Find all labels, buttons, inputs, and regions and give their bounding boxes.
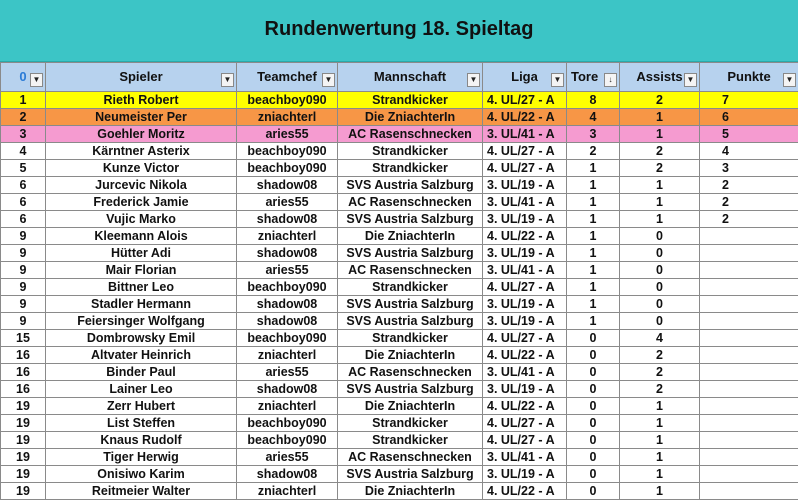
tore-cell: 1	[567, 160, 620, 177]
punkte-cell: 5	[700, 126, 798, 143]
player-cell: Knaus Rudolf	[46, 432, 237, 449]
player-cell: Rieth Robert	[46, 92, 237, 109]
punkte-cell: 2	[700, 194, 798, 211]
teamchef-cell: aries55	[237, 449, 338, 466]
column-header-mannschaft[interactable]: Mannschaft ▼	[338, 63, 483, 92]
mannschaft-cell: Die ZniachterIn	[338, 398, 483, 415]
teamchef-cell: shadow08	[237, 381, 338, 398]
table-row[interactable]	[1, 381, 798, 398]
assists-cell: 1	[620, 483, 700, 500]
player-cell: Reitmeier Walter	[46, 483, 237, 500]
punkte-cell	[700, 245, 798, 262]
player-cell: Feiersinger Wolfgang	[46, 313, 237, 330]
punkte-cell: 6	[700, 109, 798, 126]
liga-cell: 4. UL/22 - A	[483, 109, 567, 126]
table-row[interactable]	[1, 262, 798, 279]
tore-cell: 3	[567, 126, 620, 143]
column-header-tore[interactable]: Tore ↓	[567, 63, 620, 92]
assists-cell: 2	[620, 381, 700, 398]
table-row[interactable]	[1, 466, 798, 483]
player-cell: Jurcevic Nikola	[46, 177, 237, 194]
punkte-cell: 3	[700, 160, 798, 177]
liga-cell: 4. UL/27 - A	[483, 160, 567, 177]
rank-cell: 9	[1, 296, 46, 313]
rank-cell: 19	[1, 432, 46, 449]
liga-cell: 3. UL/19 - A	[483, 245, 567, 262]
column-header-rank[interactable]: 0 ▼	[1, 63, 46, 92]
player-cell: List Steffen	[46, 415, 237, 432]
mannschaft-cell: SVS Austria Salzburg	[338, 466, 483, 483]
rank-cell: 9	[1, 245, 46, 262]
assists-cell: 1	[620, 398, 700, 415]
mannschaft-cell: SVS Austria Salzburg	[338, 381, 483, 398]
liga-cell: 3. UL/19 - A	[483, 177, 567, 194]
assists-cell: 2	[620, 347, 700, 364]
teamchef-cell: beachboy090	[237, 143, 338, 160]
table-row[interactable]	[1, 126, 798, 143]
table-row[interactable]	[1, 347, 798, 364]
liga-cell: 4. UL/22 - A	[483, 398, 567, 415]
mannschaft-cell: Strandkicker	[338, 330, 483, 347]
teamchef-cell: shadow08	[237, 466, 338, 483]
liga-cell: 3. UL/19 - A	[483, 296, 567, 313]
liga-cell: 4. UL/27 - A	[483, 279, 567, 296]
player-cell: Goehler Moritz	[46, 126, 237, 143]
punkte-cell	[700, 364, 798, 381]
assists-cell: 0	[620, 245, 700, 262]
rank-cell: 5	[1, 160, 46, 177]
mannschaft-cell: SVS Austria Salzburg	[338, 245, 483, 262]
tore-cell: 8	[567, 92, 620, 109]
teamchef-cell: aries55	[237, 262, 338, 279]
liga-cell: 4. UL/22 - A	[483, 347, 567, 364]
rank-cell: 1	[1, 92, 46, 109]
punkte-cell	[700, 415, 798, 432]
punkte-cell	[700, 347, 798, 364]
punkte-cell: 2	[700, 211, 798, 228]
filter-dropdown-icon[interactable]: ▼	[551, 73, 564, 87]
liga-cell: 3. UL/41 - A	[483, 194, 567, 211]
mannschaft-cell: SVS Austria Salzburg	[338, 296, 483, 313]
assists-cell: 1	[620, 449, 700, 466]
column-header-punkte[interactable]: Punkte ▼	[700, 63, 798, 92]
assists-cell: 0	[620, 228, 700, 245]
rank-cell: 6	[1, 177, 46, 194]
rank-cell: 19	[1, 398, 46, 415]
tore-cell: 0	[567, 432, 620, 449]
player-cell: Mair Florian	[46, 262, 237, 279]
liga-cell: 4. UL/22 - A	[483, 228, 567, 245]
rank-cell: 16	[1, 347, 46, 364]
player-cell: Stadler Hermann	[46, 296, 237, 313]
punkte-cell	[700, 296, 798, 313]
punkte-cell	[700, 466, 798, 483]
table-row[interactable]	[1, 143, 798, 160]
player-cell: Zerr Hubert	[46, 398, 237, 415]
teamchef-cell: beachboy090	[237, 432, 338, 449]
mannschaft-cell: AC Rasenschnecken	[338, 194, 483, 211]
player-cell: Altvater Heinrich	[46, 347, 237, 364]
filter-dropdown-icon[interactable]: ▼	[30, 73, 43, 87]
teamchef-cell: aries55	[237, 126, 338, 143]
liga-cell: 3. UL/19 - A	[483, 313, 567, 330]
assists-cell: 1	[620, 432, 700, 449]
punkte-cell: 7	[700, 92, 798, 109]
table-row[interactable]	[1, 483, 798, 500]
player-cell: Vujic Marko	[46, 211, 237, 228]
column-header-teamchef[interactable]: Teamchef ▼	[237, 63, 338, 92]
player-cell: Hütter Adi	[46, 245, 237, 262]
tore-cell: 1	[567, 245, 620, 262]
table-row[interactable]	[1, 432, 798, 449]
table-row[interactable]	[1, 160, 798, 177]
tore-cell: 0	[567, 483, 620, 500]
column-header-spieler[interactable]: Spieler ▼	[46, 63, 237, 92]
tore-cell: 1	[567, 194, 620, 211]
tore-cell: 4	[567, 109, 620, 126]
mannschaft-cell: AC Rasenschnecken	[338, 262, 483, 279]
teamchef-cell: beachboy090	[237, 330, 338, 347]
player-cell: Frederick Jamie	[46, 194, 237, 211]
table-row[interactable]	[1, 177, 798, 194]
player-cell: Bittner Leo	[46, 279, 237, 296]
teamchef-cell: zniachterl	[237, 228, 338, 245]
table-row[interactable]	[1, 211, 798, 228]
rank-cell: 16	[1, 381, 46, 398]
liga-cell: 4. UL/27 - A	[483, 330, 567, 347]
table-row[interactable]	[1, 194, 798, 211]
punkte-cell	[700, 330, 798, 347]
punkte-cell	[700, 398, 798, 415]
assists-cell: 2	[620, 143, 700, 160]
assists-cell: 1	[620, 466, 700, 483]
mannschaft-cell: SVS Austria Salzburg	[338, 313, 483, 330]
assists-cell: 0	[620, 279, 700, 296]
mannschaft-cell: AC Rasenschnecken	[338, 364, 483, 381]
teamchef-cell: zniachterl	[237, 347, 338, 364]
table-row[interactable]	[1, 449, 798, 466]
table-row[interactable]	[1, 364, 798, 381]
punkte-cell	[700, 432, 798, 449]
teamchef-cell: shadow08	[237, 211, 338, 228]
assists-cell: 2	[620, 160, 700, 177]
rank-cell: 3	[1, 126, 46, 143]
rank-cell: 9	[1, 228, 46, 245]
liga-cell: 3. UL/41 - A	[483, 262, 567, 279]
player-cell: Binder Paul	[46, 364, 237, 381]
table-row[interactable]	[1, 296, 798, 313]
teamchef-cell: shadow08	[237, 313, 338, 330]
liga-cell: 3. UL/19 - A	[483, 466, 567, 483]
mannschaft-cell: AC Rasenschnecken	[338, 126, 483, 143]
mannschaft-cell: SVS Austria Salzburg	[338, 211, 483, 228]
punkte-cell: 4	[700, 143, 798, 160]
column-header-liga[interactable]: Liga ▼	[483, 63, 567, 92]
rank-cell: 19	[1, 415, 46, 432]
teamchef-cell: aries55	[237, 194, 338, 211]
punkte-cell	[700, 262, 798, 279]
mannschaft-cell: Die ZniachterIn	[338, 109, 483, 126]
punkte-cell	[700, 313, 798, 330]
table-row[interactable]	[1, 313, 798, 330]
filter-dropdown-icon[interactable]: ▼	[322, 73, 335, 87]
player-cell: Kärntner Asterix	[46, 143, 237, 160]
tore-cell: 0	[567, 364, 620, 381]
rank-cell: 4	[1, 143, 46, 160]
assists-cell: 1	[620, 177, 700, 194]
mannschaft-cell: Strandkicker	[338, 92, 483, 109]
mannschaft-cell: Die ZniachterIn	[338, 483, 483, 500]
rank-cell: 16	[1, 364, 46, 381]
rank-cell: 6	[1, 194, 46, 211]
punkte-cell	[700, 279, 798, 296]
player-cell: Kleemann Alois	[46, 228, 237, 245]
mannschaft-cell: Die ZniachterIn	[338, 228, 483, 245]
table-row[interactable]	[1, 92, 798, 109]
teamchef-cell: aries55	[237, 364, 338, 381]
teamchef-cell: shadow08	[237, 177, 338, 194]
page-title: Rundenwertung 18. Spieltag	[264, 18, 534, 40]
liga-cell: 4. UL/27 - A	[483, 415, 567, 432]
liga-cell: 3. UL/41 - A	[483, 449, 567, 466]
table-row[interactable]	[1, 398, 798, 415]
tore-cell: 0	[567, 381, 620, 398]
rank-cell: 6	[1, 211, 46, 228]
tore-cell: 0	[567, 415, 620, 432]
punkte-cell	[700, 483, 798, 500]
liga-cell: 3. UL/41 - A	[483, 364, 567, 381]
punkte-cell	[700, 381, 798, 398]
player-cell: Onisiwo Karim	[46, 466, 237, 483]
tore-cell: 0	[567, 449, 620, 466]
liga-cell: 3. UL/19 - A	[483, 381, 567, 398]
tore-cell: 1	[567, 296, 620, 313]
column-header-assists[interactable]: Assists ▼	[620, 63, 700, 92]
liga-cell: 3. UL/19 - A	[483, 211, 567, 228]
teamchef-cell: zniachterl	[237, 109, 338, 126]
punkte-cell	[700, 228, 798, 245]
filter-dropdown-icon[interactable]: ▼	[684, 73, 697, 87]
tore-cell: 1	[567, 228, 620, 245]
rank-cell: 19	[1, 466, 46, 483]
rank-cell: 9	[1, 313, 46, 330]
mannschaft-cell: SVS Austria Salzburg	[338, 177, 483, 194]
liga-cell: 4. UL/27 - A	[483, 143, 567, 160]
rank-cell: 2	[1, 109, 46, 126]
assists-cell: 1	[620, 194, 700, 211]
mannschaft-cell: AC Rasenschnecken	[338, 449, 483, 466]
liga-cell: 4. UL/27 - A	[483, 92, 567, 109]
mannschaft-cell: Strandkicker	[338, 279, 483, 296]
rank-cell: 19	[1, 483, 46, 500]
player-cell: Dombrowsky Emil	[46, 330, 237, 347]
rank-cell: 9	[1, 279, 46, 296]
table-row[interactable]	[1, 279, 798, 296]
mannschaft-cell: Strandkicker	[338, 432, 483, 449]
table-body	[1, 92, 798, 500]
rank-cell: 15	[1, 330, 46, 347]
tore-cell: 1	[567, 313, 620, 330]
title-bar	[0, 0, 798, 62]
tore-cell: 1	[567, 211, 620, 228]
mannschaft-cell: Strandkicker	[338, 143, 483, 160]
liga-cell: 4. UL/22 - A	[483, 483, 567, 500]
punkte-cell	[700, 449, 798, 466]
assists-cell: 4	[620, 330, 700, 347]
tore-cell: 0	[567, 347, 620, 364]
player-cell: Lainer Leo	[46, 381, 237, 398]
tore-cell: 0	[567, 466, 620, 483]
rank-cell: 9	[1, 262, 46, 279]
filter-dropdown-icon[interactable]: ▼	[467, 73, 480, 87]
ranking-table	[0, 62, 798, 500]
teamchef-cell: zniachterl	[237, 398, 338, 415]
liga-cell: 4. UL/27 - A	[483, 432, 567, 449]
assists-cell: 0	[620, 262, 700, 279]
player-cell: Neumeister Per	[46, 109, 237, 126]
table-row[interactable]	[1, 245, 798, 262]
tore-cell: 1	[567, 279, 620, 296]
tore-cell: 2	[567, 143, 620, 160]
assists-cell: 2	[620, 92, 700, 109]
assists-cell: 1	[620, 126, 700, 143]
assists-cell: 2	[620, 364, 700, 381]
assists-cell: 1	[620, 109, 700, 126]
liga-cell: 3. UL/41 - A	[483, 126, 567, 143]
player-cell: Tiger Herwig	[46, 449, 237, 466]
table-row[interactable]	[1, 415, 798, 432]
rank-cell: 19	[1, 449, 46, 466]
teamchef-cell: shadow08	[237, 296, 338, 313]
sort-descending-icon[interactable]: ↓	[604, 73, 617, 87]
assists-cell: 1	[620, 211, 700, 228]
filter-dropdown-icon[interactable]: ▼	[783, 73, 796, 87]
tore-cell: 1	[567, 177, 620, 194]
tore-cell: 0	[567, 398, 620, 415]
header-row	[1, 63, 798, 92]
teamchef-cell: beachboy090	[237, 160, 338, 177]
assists-cell: 0	[620, 313, 700, 330]
teamchef-cell: beachboy090	[237, 279, 338, 296]
mannschaft-cell: Strandkicker	[338, 160, 483, 177]
player-cell: Kunze Victor	[46, 160, 237, 177]
teamchef-cell: beachboy090	[237, 92, 338, 109]
mannschaft-cell: Die ZniachterIn	[338, 347, 483, 364]
teamchef-cell: zniachterl	[237, 483, 338, 500]
table-row[interactable]	[1, 109, 798, 126]
table-row[interactable]	[1, 228, 798, 245]
filter-dropdown-icon[interactable]: ▼	[221, 73, 234, 87]
punkte-cell: 2	[700, 177, 798, 194]
assists-cell: 1	[620, 415, 700, 432]
teamchef-cell: beachboy090	[237, 415, 338, 432]
mannschaft-cell: Strandkicker	[338, 415, 483, 432]
assists-cell: 0	[620, 296, 700, 313]
tore-cell: 0	[567, 330, 620, 347]
teamchef-cell: shadow08	[237, 245, 338, 262]
tore-cell: 1	[567, 262, 620, 279]
table-row[interactable]	[1, 330, 798, 347]
